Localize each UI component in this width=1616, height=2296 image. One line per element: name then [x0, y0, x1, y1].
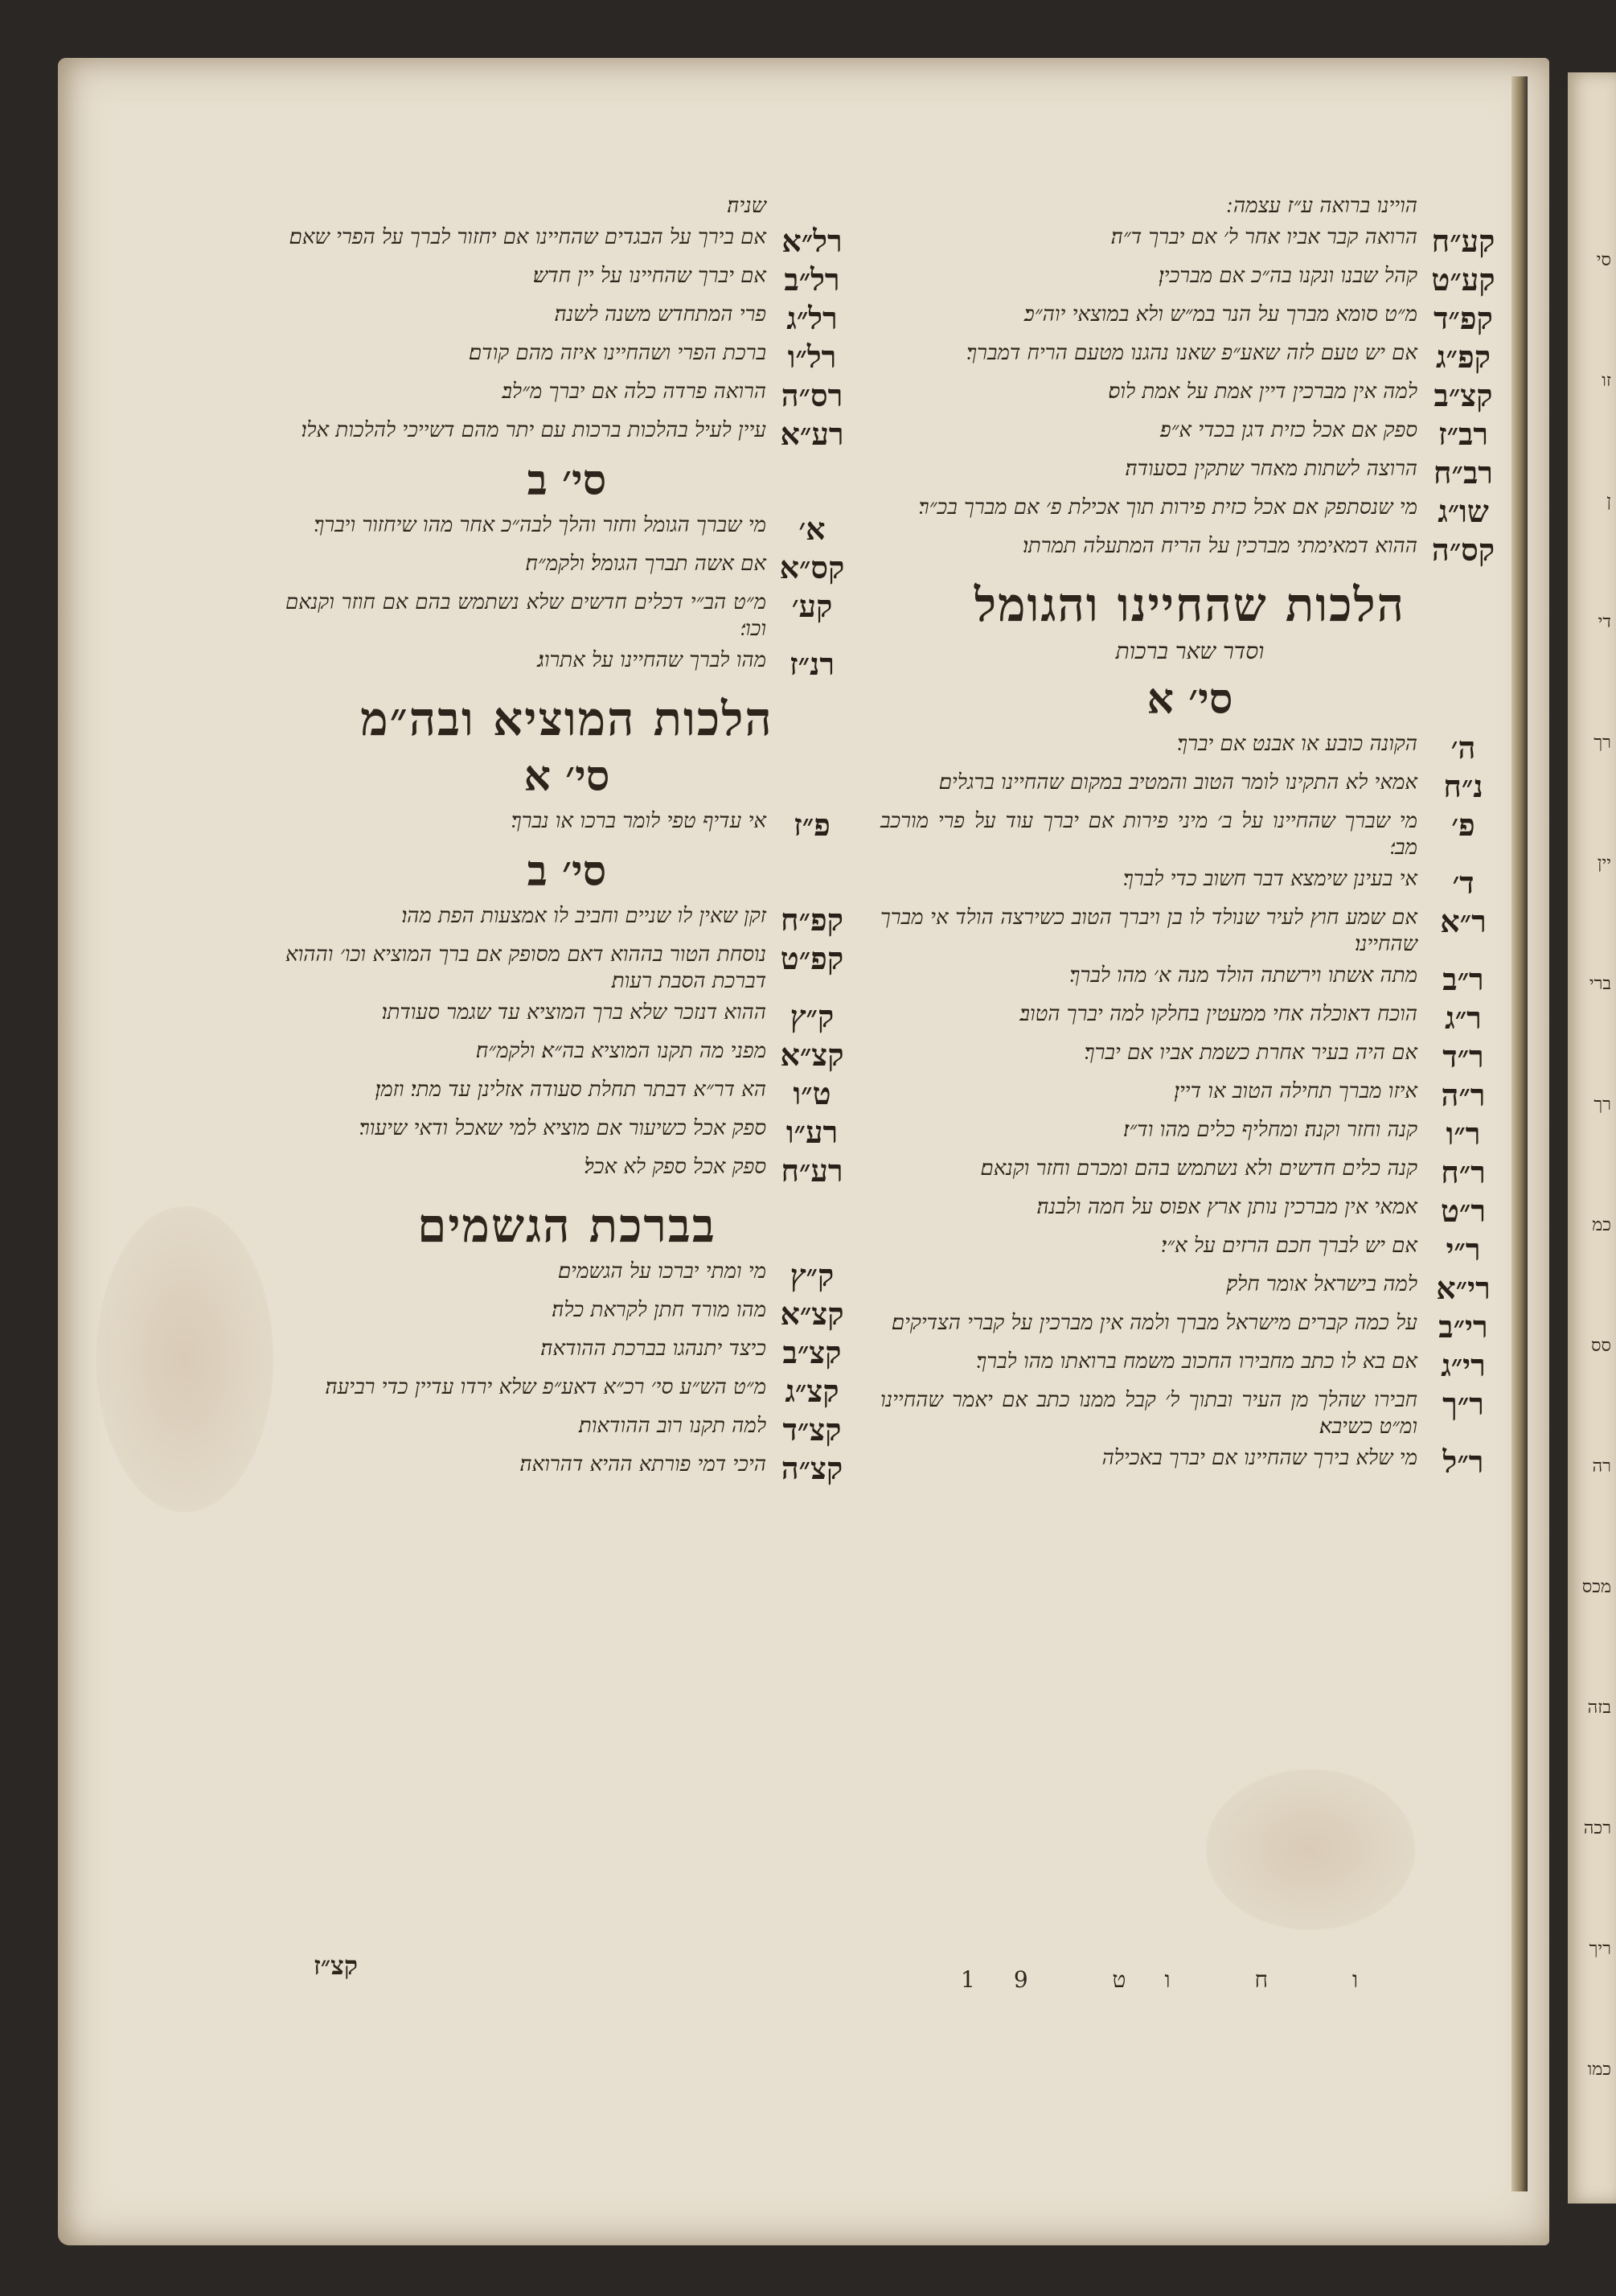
facing-page-fragment: רה	[1592, 1456, 1611, 1477]
index-entry	[285, 512, 848, 546]
entry-text: מהו מורד חתן לקראת כלה׃	[552, 1298, 766, 1322]
section-subheading: וסדר שאר ברכות	[1115, 638, 1265, 664]
entry-number: קס״א	[779, 549, 845, 585]
facing-page-fragment: בזה	[1587, 1698, 1611, 1718]
index-entry	[285, 1452, 848, 1485]
index-entry	[880, 1387, 1499, 1440]
entry-text: אם אשה תברך הגומל׃ ולקמ״ח׃	[525, 552, 766, 576]
entry-number: רע״ח	[781, 1152, 843, 1189]
index-entry	[285, 647, 848, 681]
facing-page-fragment: מכס	[1581, 1577, 1611, 1597]
index-entry	[880, 1001, 1499, 1035]
index-entry	[285, 302, 848, 335]
entry-number: קצ״ג	[785, 1373, 839, 1409]
index-entry	[880, 731, 1499, 765]
entry-number: ר״א	[1440, 903, 1487, 939]
entry-number: א׳	[798, 511, 826, 547]
facing-page-fragment: רך	[1593, 1095, 1611, 1115]
entry-text: איזו מברך תחילה הטוב או דיין׃	[1174, 1079, 1417, 1103]
entry-text: מי ומתי יברכו על הגשמים׃	[557, 1259, 766, 1284]
entry-text: אם יש טעם לזה שאע״פ שאנו נהגנו מטעם הריח דמברך׃	[966, 341, 1417, 365]
entry-number: רנ״ז	[789, 646, 835, 682]
index-entry	[285, 1413, 848, 1447]
entry-text: הקונה כובע או אבנט אם יברך׃	[1177, 732, 1417, 756]
entry-text: אמאי לא התקינו לומר הטוב והמטיב במקום שהחיינו ברגלים׃	[938, 770, 1417, 795]
entry-text: אם שמע חוץ לעיר שנולד לו בן ויברך הטוב כשירצה הולד אי מברך שהחיינו׃	[880, 906, 1417, 956]
entry-text: אם יברך שהחיינו על יין חדש׃	[532, 264, 766, 288]
entry-text: מהו לברך שהחיינו על אתרוג׃	[537, 648, 766, 672]
index-entry	[285, 1336, 848, 1370]
index-entry	[880, 1117, 1499, 1151]
entry-text: קהל שבנו ונקנו בה״כ אם מברכין׃	[1159, 264, 1417, 288]
index-entry	[880, 1310, 1499, 1344]
siman-heading: סי׳ א	[523, 752, 610, 801]
index-entry	[285, 903, 848, 937]
entry-number: ט״ו	[793, 1075, 831, 1111]
entry-number: ר״ח	[1441, 1154, 1486, 1190]
entry-number: רע״ו	[785, 1114, 839, 1150]
index-entry	[285, 417, 848, 451]
entry-text: מ״ט הש״ע סי׳ רכ״א דאע״פ שלא ירדו עדיין כדי רביעה׃	[325, 1375, 766, 1399]
index-entry	[880, 866, 1499, 900]
entry-number: ה׳	[1450, 729, 1476, 766]
entry-text: ברכת הפרי ושהחיינו איזה מהם קודם׃	[468, 341, 766, 365]
siman-heading: סי׳ א	[1146, 675, 1233, 724]
entry-number: קע׳	[791, 588, 833, 624]
entry-number: קצ״ד	[782, 1411, 842, 1448]
index-entry	[880, 495, 1499, 528]
entry-text: היכי דמי פורתא ההיא דהרואה׃	[519, 1452, 766, 1477]
index-entry	[285, 263, 848, 297]
entry-text: הרוצה לשתות מאחר שתקין בסעודה׃	[1125, 457, 1417, 481]
index-entry	[285, 942, 848, 995]
facing-page-fragment: רך	[1593, 733, 1611, 753]
entry-text: נוסחת הטור בההוא דאם מסופק אם ברך המוציא וכו׳ וההוא דברכת הסבת רעות׃	[285, 943, 766, 993]
entry-text: אי עדיף טפי לומר ברכו או נברך׃	[511, 809, 766, 833]
entry-text: כיצד יתנהגו בברכת ההודאה׃	[540, 1337, 766, 1361]
section-heading: בברכת הגשמים	[417, 1198, 716, 1253]
paper-stain	[1206, 1769, 1415, 1930]
entry-text: הרואה פרדה כלה אם יברך מ״לב׃	[502, 380, 766, 404]
entry-number: ר״ך	[1442, 1386, 1484, 1422]
entry-number: שו״ג	[1438, 493, 1489, 529]
index-entry	[880, 1349, 1499, 1382]
entry-number: קצ״ב	[782, 1334, 842, 1370]
entry-number: ר״י	[1446, 1231, 1481, 1267]
facing-page-fragment: כמ	[1592, 1215, 1611, 1235]
entry-number: רב״ז	[1438, 416, 1488, 452]
index-entry	[285, 1297, 848, 1331]
entry-number: רל״ו	[787, 339, 837, 375]
index-entry	[285, 589, 848, 643]
index-entry	[880, 302, 1499, 335]
facing-page-fragment: סס	[1590, 1336, 1611, 1356]
facing-page-fragment: רכה	[1583, 1818, 1611, 1838]
entry-number: רל״א	[781, 223, 843, 259]
index-entry	[285, 1000, 848, 1033]
entry-text: למה תקנו רוב ההודאות׃	[578, 1414, 766, 1438]
entry-text: הא דר״א דבתר תחלת סעודה אזלינן עד מתי׃ וזמן׃	[375, 1078, 766, 1102]
entry-text: אם יש לברך חכם הרזים על א״י׃	[1161, 1234, 1417, 1258]
continuation-text: הויינו ברואה ע״ז עצמה ׃	[1226, 194, 1417, 218]
entry-text: זקן שאין לו שניים וחביב לו אמצעות הפת מהו׃	[401, 904, 766, 928]
left-column	[285, 193, 848, 1490]
entry-text: למה אין מברכין דיין אמת על אמת לוס׃	[1108, 380, 1417, 404]
facing-page-fragment: די	[1598, 612, 1611, 632]
index-entry	[285, 379, 848, 413]
entry-number: ר״ג	[1445, 1000, 1482, 1036]
entry-number: נ״ח	[1443, 768, 1483, 804]
index-entry	[880, 1271, 1499, 1305]
facing-page-fragment: סי	[1596, 250, 1611, 270]
entry-number: קע״ח	[1431, 223, 1495, 259]
index-entry	[880, 263, 1499, 297]
index-entry	[880, 1445, 1499, 1479]
entry-text: מ״ט סומא מברך על הנר במ״ש ולא במוצאי יוה״כ׃	[1024, 302, 1417, 327]
entry-number: קפ״ג	[1436, 339, 1491, 375]
entry-number: רי״א	[1436, 1270, 1491, 1306]
index-entry	[880, 533, 1499, 567]
entry-text: מפני מה תקנו המוציא בה״א׃ ולקמ״ח׃	[475, 1039, 766, 1063]
entry-number: רי״ב	[1438, 1308, 1488, 1345]
right-column	[880, 193, 1499, 1484]
index-entry	[285, 224, 848, 258]
index-entry	[285, 340, 848, 374]
entry-number: קס״ה	[1431, 532, 1495, 568]
entry-number: ק״ץ	[790, 998, 835, 1034]
index-entry	[880, 1078, 1499, 1112]
facing-page-fragment: ריך	[1589, 1939, 1611, 1959]
entry-text: ספק אם אכל כזית דגן בכדי א״פ׃	[1159, 418, 1417, 442]
entry-text: מי שברך הגומל וחזר והלך לבה״כ אחר מהו שיחזור ויברך׃	[314, 513, 766, 537]
index-entry	[880, 456, 1499, 490]
entry-number: קצ״ה	[781, 1450, 843, 1486]
entry-number: ר״ה	[1441, 1077, 1486, 1113]
index-entry	[285, 551, 848, 585]
entry-text: אי בעינן שימצא דבר חשוב כדי לברך׃	[1123, 867, 1417, 891]
entry-number: ר״ד	[1442, 1038, 1484, 1074]
entry-number: קצ״ב	[1433, 377, 1493, 413]
index-entry	[880, 379, 1499, 413]
entry-text: קנה כלים חדשים ולא נשתמש בהם ומכרם וחזר וקנאם׃	[980, 1156, 1417, 1181]
section-heading: הלכות שהחיינו והגומל	[974, 577, 1405, 632]
entry-text: פרי המתחדש משנה לשנה׃	[554, 302, 766, 327]
facing-page-fragment: ברי	[1589, 974, 1611, 994]
entry-number: ק״ץ	[790, 1257, 835, 1293]
index-entry	[880, 963, 1499, 996]
entry-number: קצ״א	[780, 1037, 844, 1073]
entry-text: ספק אכל כשיעור אם מוציא למי שאכל ודאי שיעור׃	[359, 1116, 766, 1140]
entry-text: על כמה קברים מישראל מברך ולמה אין מברכין על קברי הצדיקים׃	[891, 1311, 1417, 1335]
entry-text: ספק אכל ספק לא אכל׃	[584, 1155, 766, 1179]
entry-text: הרואה קבר אביו אחר ל׳ אם יברך ד״ה׃	[1110, 225, 1417, 249]
entry-text: אם בירך על הבגדים שהחיינו אם יחזור לברך על הפרי שאם׃	[289, 225, 766, 249]
section-heading: הלכות המוציא ובה״מ	[360, 692, 773, 746]
siman-heading: סי׳ ב	[527, 456, 607, 505]
index-entry	[880, 417, 1499, 451]
index-entry	[880, 1233, 1499, 1267]
index-entry	[285, 1374, 848, 1408]
entry-text: ההוא דנזכר שלא ברך המוציא עד שגמר סעודתו׃	[381, 1000, 766, 1025]
entry-number: ר״ו	[1446, 1115, 1481, 1152]
entry-number: רל״ג	[786, 300, 838, 336]
entry-text: אמאי אין מברכין נותן ארץ אפוס על חמה ולבנה׃	[1036, 1195, 1417, 1219]
entry-number: רל״ב	[784, 261, 840, 298]
entry-text: מתה אשתו וירשתה הולד מנה א׳ מהו לברך׃	[1069, 963, 1417, 988]
index-entry	[880, 905, 1499, 958]
entry-text: חבירו שהלך מן העיר ובתוך ל׳ קבל ממנו כתב אם יאמר שהחיינו ומ״ט כשיבא׃	[880, 1388, 1417, 1439]
entry-number: רס״ה	[781, 377, 843, 413]
index-entry	[880, 1156, 1499, 1189]
entry-number: ר״ל	[1442, 1444, 1484, 1480]
entry-text: מי שנסתפק אם אכל כזית פירות תוך אכילת פ׳ אם מברך בכ״ר׃	[918, 495, 1417, 520]
entry-number: ר״ט	[1440, 1193, 1487, 1229]
index-entry	[880, 808, 1499, 861]
index-entry	[880, 1040, 1499, 1074]
index-entry	[880, 770, 1499, 803]
entry-text: מי שלא בירך שהחיינו אם יברך באכילה	[1101, 1446, 1417, 1470]
entry-text: ההוא דמאימתי מברכין על הריח המתעלה תמרתו׃	[1023, 534, 1417, 558]
index-entry	[285, 1259, 848, 1292]
entry-text: קנה וחזר וקנה׃ ומחליף כלים מהו וד״ז׃	[1123, 1118, 1417, 1142]
facing-page-fragment: זו	[1602, 371, 1611, 391]
index-entry	[285, 1154, 848, 1188]
entry-number: פ״ז	[794, 807, 831, 843]
entry-number: רב״ח	[1433, 454, 1493, 491]
entry-number: קפ״ח	[781, 902, 843, 938]
catchword: קצ״ז	[314, 1950, 358, 1981]
entry-text: הוכח דאוכלה אחי ממעטין בחלקו למה יברך הטוב׃	[1019, 1002, 1417, 1026]
entry-number: רע״א	[780, 416, 844, 452]
facing-page-fragment: יין	[1597, 853, 1611, 873]
index-entry	[285, 1038, 848, 1072]
facing-page-fragment: כמו	[1587, 2060, 1611, 2080]
book-gutter	[1511, 76, 1528, 2191]
facing-page-fragment: ן	[1606, 491, 1611, 511]
siman-heading: סי׳ ב	[527, 847, 607, 896]
entry-number: קפ״ד	[1433, 300, 1493, 336]
entry-number: קצ״א	[780, 1296, 844, 1332]
index-entry	[880, 224, 1499, 258]
index-entry	[285, 1115, 848, 1149]
signature-marks: 19 ו ח וט	[961, 1966, 1397, 1993]
index-entry	[880, 340, 1499, 374]
paper-stain	[96, 1206, 273, 1512]
entry-number: קע״ט	[1431, 261, 1495, 298]
index-entry	[285, 808, 848, 842]
entry-text: אם היה בעיר אחרת כשמת אביו אם יברך׃	[1084, 1041, 1417, 1065]
entry-number: ד׳	[1452, 865, 1474, 901]
index-entry	[880, 1194, 1499, 1228]
entry-text: למה בישראל אומר חלק׃	[1226, 1272, 1417, 1296]
entry-text: אם בא לו כתב מחבירו החכוב משמח ברואתו מהו לברך׃	[976, 1349, 1417, 1374]
entry-number: קפ״ט	[780, 940, 844, 976]
continuation-text: שניה׃	[727, 194, 766, 218]
entry-number: ר״ב	[1442, 961, 1484, 997]
entry-number: פ׳	[1451, 807, 1475, 843]
index-entry	[285, 1077, 848, 1111]
facing-page-edge	[1568, 72, 1616, 2204]
entry-text: מ״ט הב״י דכלים חדשים שלא נשתמש בהם אם חוזר וקנאם וכו׳׃	[285, 590, 766, 641]
entry-number: רי״ג	[1441, 1347, 1486, 1383]
entry-text: מי שברך שהחיינו על ב׳ מיני פירות אם יברך עוד על פרי מורכב מב׳׃	[880, 809, 1417, 860]
entry-text: עיין לעיל בהלכות ברכות עם יתר מהם דשייכי להלכות אלו׃	[301, 418, 766, 442]
